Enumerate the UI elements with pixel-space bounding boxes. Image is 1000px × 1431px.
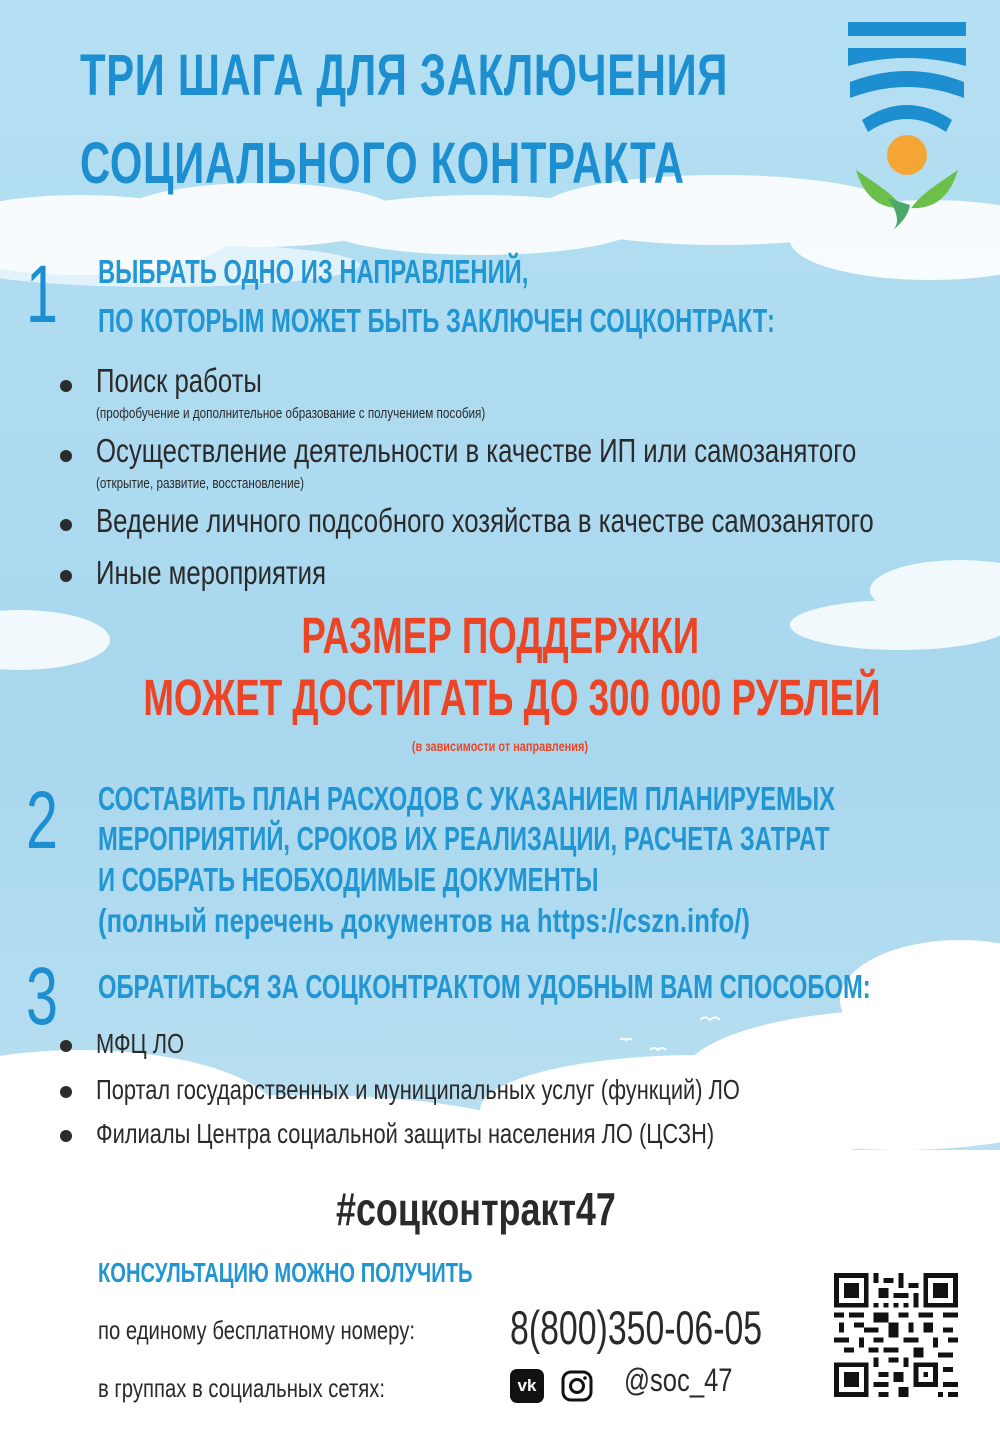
phone-label: по единому бесплатному номеру:: [98, 1315, 416, 1345]
step-2-line2: МЕРОПРИЯТИЙ, СРОКОВ ИХ РЕАЛИЗАЦИИ, РАСЧЕТА ЗАТРАТ: [98, 820, 830, 857]
step-3-number: 3: [26, 951, 58, 1042]
vk-icon[interactable]: vk: [510, 1369, 544, 1403]
step-3-heading: ОБРАТИТЬСЯ ЗА СОЦКОНТРАКТОМ УДОБНЫМ ВАМ СПОСОБОМ:: [98, 968, 871, 1005]
step-1-number: 1: [26, 249, 58, 340]
step-1-heading-line1: ВЫБРАТЬ ОДНО ИЗ НАПРАВЛЕНИЙ,: [98, 253, 529, 290]
bullet-icon: [60, 1130, 72, 1142]
step-1-heading-line2: ПО КОТОРЫМ МОЖЕТ БЫТЬ ЗАКЛЮЧЕН СОЦКОНТРАКТ:: [98, 302, 775, 339]
hashtag: #соцконтракт47: [336, 1183, 616, 1235]
bullet-icon: [60, 519, 72, 531]
step-2-line3: И СОБРАТЬ НЕОБХОДИМЫЕ ДОКУМЕНТЫ: [98, 861, 599, 898]
consultation-heading: КОНСУЛЬТАЦИЮ МОЖНО ПОЛУЧИТЬ: [98, 1257, 473, 1288]
page-title-line2: СОЦИАЛЬНОГО КОНТРАКТА: [80, 131, 685, 196]
bullet-icon: [60, 1086, 72, 1098]
channel-mfc: МФЦ ЛО: [96, 1028, 185, 1059]
direction-entrepreneur-note: (открытие, развитие, восстановление): [96, 475, 305, 492]
page-title-line1: ТРИ ШАГА ДЛЯ ЗАКЛЮЧЕНИЯ: [80, 43, 729, 108]
channel-gov-portal: Портал государственных и муниципальных услуг (функций) ЛО: [96, 1074, 740, 1105]
social-label: в группах в социальных сетях:: [98, 1373, 386, 1403]
social-handle[interactable]: @soc_47: [624, 1362, 733, 1398]
direction-household: Ведение личного подсобного хозяйства в качестве самозанятого: [96, 502, 874, 539]
channel-cszn-branches: Филиалы Центра социальной защиты населения ЛО (ЦСЗН): [96, 1118, 715, 1149]
direction-other: Иные мероприятия: [96, 554, 327, 591]
instagram-icon[interactable]: [560, 1369, 594, 1403]
bullet-icon: [60, 570, 72, 582]
direction-job-search-note: (профобучение и дополнительное образование с получением пособия): [96, 405, 486, 422]
bullet-icon: [60, 450, 72, 462]
bullet-icon: [60, 1040, 72, 1052]
direction-job-search: Поиск работы: [96, 362, 262, 399]
step-2-line1: СОСТАВИТЬ ПЛАН РАСХОДОВ С УКАЗАНИЕМ ПЛАНИРУЕМЫХ: [98, 780, 835, 817]
support-amount-line2: МОЖЕТ ДОСТИГАТЬ ДО 300 000 РУБЛЕЙ: [143, 669, 881, 726]
support-amount-note: (в зависимости от направления): [411, 738, 589, 754]
support-amount-line1: РАЗМЕР ПОДДЕРЖКИ: [301, 607, 699, 664]
step-2-number: 2: [26, 775, 58, 866]
step-2-documents-link: (полный перечень документов на https://cszn.info/): [98, 902, 750, 939]
bullet-icon: [60, 380, 72, 392]
qr-code[interactable]: [834, 1273, 958, 1397]
hotline-phone[interactable]: 8(800)350-06-05: [510, 1301, 763, 1354]
direction-entrepreneur: Осуществление деятельности в качестве ИП или самозанятого: [96, 432, 857, 469]
